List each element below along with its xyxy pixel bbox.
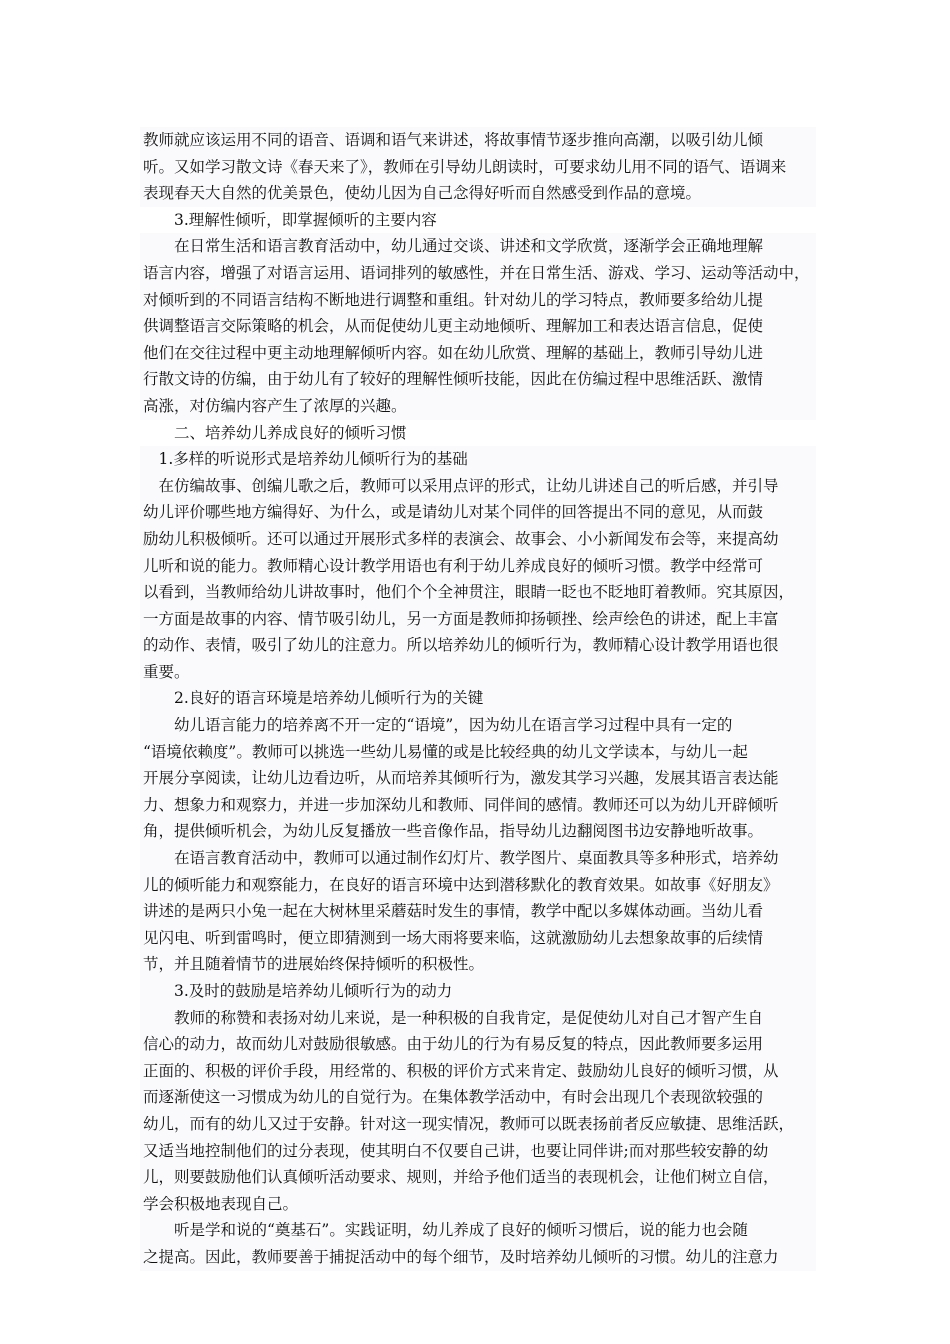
text-line: 表现春天大自然的优美景色，使幼儿因为自己念得好听而自然感受到作品的意境。 [140,180,816,207]
text-line: 的动作、表情，吸引了幼儿的注意力。所以培养幼儿的倾听行为，教师精心设计教学用语也很 [140,632,816,659]
text-line: 高涨，对仿编内容产生了浓厚的兴趣。 [140,393,816,420]
text-line: 听。又如学习散文诗《春天来了》，教师在引导幼儿朗读时，可要求幼儿用不同的语气、语调来 [140,154,816,181]
text-line: 对倾听到的不同语言结构不断地进行调整和重组。针对幼儿的学习特点，教师要多给幼儿提 [140,287,816,314]
text-line: 学会积极地表现自己。 [140,1191,816,1218]
text-line: 供调整语言交际策略的机会，从而促使幼儿更主动地倾听、理解加工和表达语言信息，促使 [140,313,816,340]
text-line: 励幼儿积极倾听。还可以通过开展形式多样的表演会、故事会、小小新闻发布会等，来提高幼 [140,526,816,553]
text-line: 他们在交往过程中更主动地理解倾听内容。如在幼儿欣赏、理解的基础上，教师引导幼儿进 [140,340,816,367]
text-line: 语言内容，增强了对语言运用、语词排列的敏感性，并在日常生活、游戏、学习、运动等活动中， [140,260,816,287]
text-line: 而逐渐使这一习惯成为幼儿的自觉行为。在集体教学活动中，有时会出现几个表现欲较强的 [140,1084,816,1111]
text-line: 一方面是故事的内容、情节吸引幼儿，另一方面是教师抑扬顿挫、绘声绘色的讲述，配上丰富 [140,606,816,633]
text-line: 行散文诗的仿编，由于幼儿有了较好的理解性倾听技能，因此在仿编过程中思维活跃、激情 [140,366,816,393]
text-line: 见闪电、听到雷鸣时，便立即猜测到一场大雨将要来临，这就激励幼儿去想象故事的后续情 [140,925,816,952]
text-line: 在语言教育活动中，教师可以通过制作幻灯片、教学图片、桌面教具等多种形式，培养幼 [140,845,816,872]
section-heading: 3.及时的鼓励是培养幼儿倾听行为的动力 [140,978,816,1005]
text-line: 幼儿语言能力的培养离不开一定的“语境”，因为幼儿在语言学习过程中具有一定的 [140,712,816,739]
text-line: 角，提供倾听机会，为幼儿反复播放一些音像作品，指导幼儿边翻阅图书边安静地听故事。 [140,818,816,845]
text-line: 听是学和说的“奠基石”。实践证明，幼儿养成了良好的倾听习惯后，说的能力也会随 [140,1217,816,1244]
text-line: 在仿编故事、创编儿歌之后，教师可以采用点评的形式，让幼儿讲述自己的听后感，并引导 [140,473,816,500]
text-line: 以看到，当教师给幼儿讲故事时，他们个个全神贯注，眼睛一眨也不眨地盯着教师。究其原因， [140,579,816,606]
text-line: 之提高。因此，教师要善于捕捉活动中的每个细节，及时培养幼儿倾听的习惯。幼儿的注意力 [140,1244,816,1271]
text-line: 幼儿评价哪些地方编得好、为什么，或是请幼儿对某个同伴的回答提出不同的意见，从而鼓 [140,499,816,526]
text-line: 幼儿，而有的幼儿又过于安静。针对这一现实情况，教师可以既表扬前者反应敏捷、思维活跃， [140,1111,816,1138]
text-line: 开展分享阅读，让幼儿边看边听，从而培养其倾听行为，激发其学习兴趣，发展其语言表达能 [140,765,816,792]
document-page [140,127,816,1271]
text-line: 又适当地控制他们的过分表现，使其明白不仅要自己讲，也要让同伴讲;而对那些较安静的幼 [140,1138,816,1165]
text-line: 儿的倾听能力和观察能力，在良好的语言环境中达到潜移默化的教育效果。如故事《好朋友》 [140,872,816,899]
text-line: 教师的称赞和表扬对幼儿来说，是一种积极的自我肯定，是促使幼儿对自己才智产生自 [140,1005,816,1032]
text-line: 重要。 [140,659,816,686]
section-heading: 2.良好的语言环境是培养幼儿倾听行为的关键 [140,685,816,712]
text-line: 信心的动力，故而幼儿对鼓励很敏感。由于幼儿的行为有易反复的特点，因此教师要多运用 [140,1031,816,1058]
text-line: 儿，则要鼓励他们认真倾听活动要求、规则，并给予他们适当的表现机会，让他们树立自信， [140,1164,816,1191]
section-heading: 1.多样的听说形式是培养幼儿倾听行为的基础 [140,446,816,473]
text-line: 教师就应该运用不同的语音、语调和语气来讲述，将故事情节逐步推向高潮，以吸引幼儿倾 [140,127,816,154]
section-heading: 二、培养幼儿养成良好的倾听习惯 [143,423,407,442]
section-heading: 3.理解性倾听，即掌握倾听的主要内容 [143,210,437,229]
text-line: 在日常生活和语言教育活动中，幼儿通过交谈、讲述和文学欣赏，逐渐学会正确地理解 [140,233,816,260]
text-line: 讲述的是两只小兔一起在大树林里采蘑菇时发生的事情，教学中配以多媒体动画。当幼儿看 [140,898,816,925]
text-line: “语境依赖度”。教师可以挑选一些幼儿易懂的或是比较经典的幼儿文学读本，与幼儿一起 [140,739,816,766]
text-line: 儿听和说的能力。教师精心设计教学用语也有利于幼儿养成良好的倾听习惯。教学中经常可 [140,553,816,580]
text-line: 力、想象力和观察力，并进一步加深幼儿和教师、同伴间的感情。教师还可以为幼儿开辟倾听 [140,792,816,819]
text-line: 正面的、积极的评价手段，用经常的、积极的评价方式来肯定、鼓励幼儿良好的倾听习惯，从 [140,1058,816,1085]
text-line: 节，并且随着情节的进展始终保持倾听的积极性。 [140,951,816,978]
